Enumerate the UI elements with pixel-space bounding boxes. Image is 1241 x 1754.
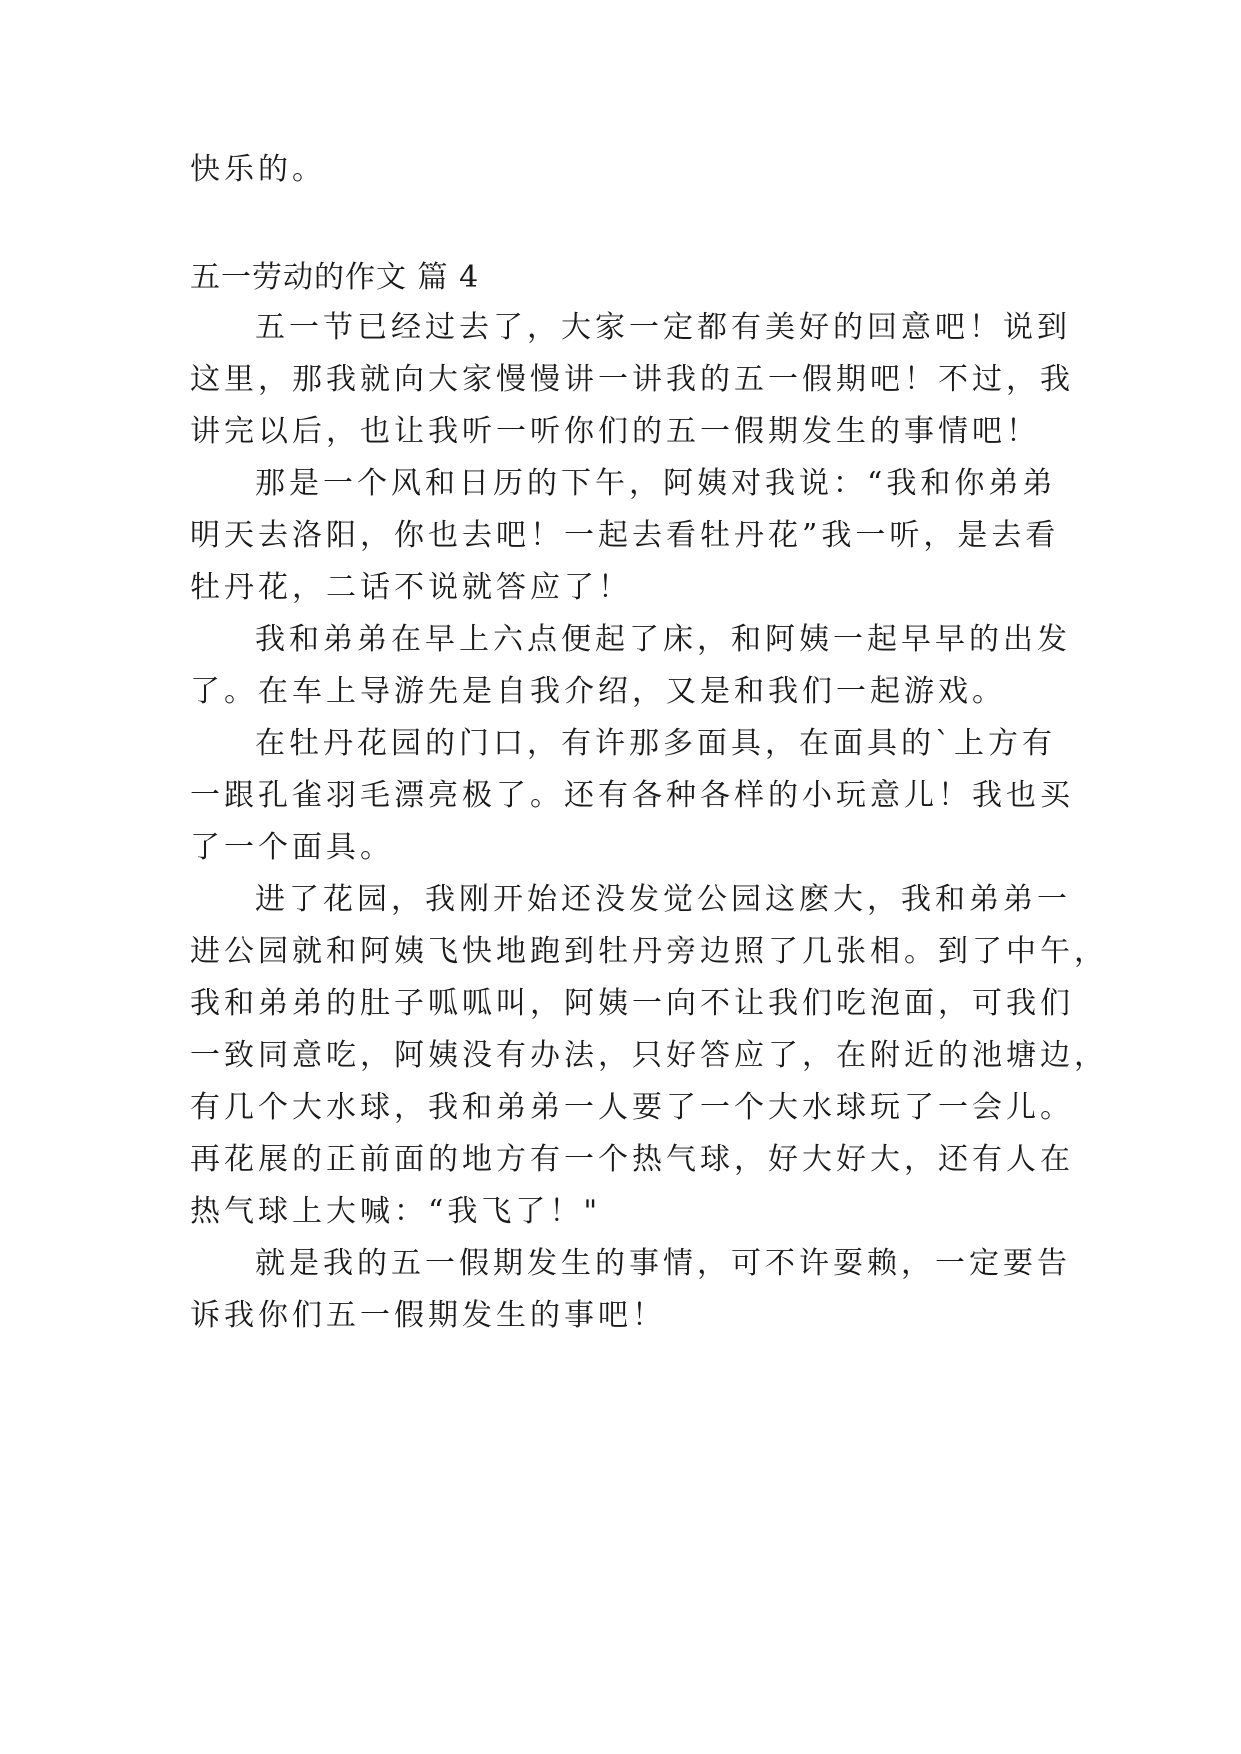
paragraph-line: 那是一个风和日历的下午，阿姨对我说：“我和你弟弟 [255, 466, 1057, 501]
paragraph-line: 我和弟弟的肚子呱呱叫，阿姨一向不让我们吃泡面，可我们 [190, 986, 1074, 1021]
paragraph-line: 进了花园，我刚开始还没发觉公园这麽大，我和弟弟一 [255, 882, 1071, 917]
paragraph-line: 有几个大水球，我和弟弟一人要了一个大水球玩了一会儿。 [190, 1090, 1074, 1125]
paragraph-line: 明天去洛阳，你也去吧！一起去看牡丹花”我一听，是去看 [190, 518, 1060, 553]
paragraph-line: 我和弟弟在早上六点便起了床，和阿姨一起早早的出发 [255, 622, 1071, 657]
paragraph-line: 了。在车上导游先是自我介绍，又是和我们一起游戏。 [190, 674, 1006, 709]
paragraph-line: 五一节已经过去了，大家一定都有美好的回意吧！说到 [255, 310, 1071, 345]
paragraph-line: 快乐的。 [190, 152, 326, 187]
paragraph-line: 这里，那我就向大家慢慢讲一讲我的五一假期吧！不过，我 [190, 362, 1074, 397]
essay-heading: 五一劳动的作文 篇 4 [190, 260, 480, 295]
paragraph-line: 一致同意吃，阿姨没有办法，只好答应了，在附近的池塘边， [190, 1038, 1108, 1073]
paragraph-line: 牡丹花，二话不说就答应了！ [190, 570, 632, 605]
paragraph-line: 一跟孔雀羽毛漂亮极了。还有各种各样的小玩意儿！我也买 [190, 778, 1074, 813]
paragraph-line: 诉我你们五一假期发生的事吧！ [190, 1298, 666, 1333]
paragraph-line: 进公园就和阿姨飞快地跑到牡丹旁边照了几张相。到了中午， [190, 934, 1108, 969]
paragraph-line: 在牡丹花园的门口，有许那多面具，在面具的`上方有 [255, 726, 1056, 761]
paragraph-line: 热气球上大喊：“我飞了！" [190, 1194, 602, 1229]
paragraph-line: 再花展的正前面的地方有一个热气球，好大好大，还有人在 [190, 1142, 1074, 1177]
paragraph-line: 了一个面具。 [190, 830, 394, 865]
paragraph-line: 就是我的五一假期发生的事情，可不许耍赖，一定要告 [255, 1246, 1071, 1281]
paragraph-line: 讲完以后，也让我听一听你们的五一假期发生的事情吧！ [190, 414, 1040, 449]
